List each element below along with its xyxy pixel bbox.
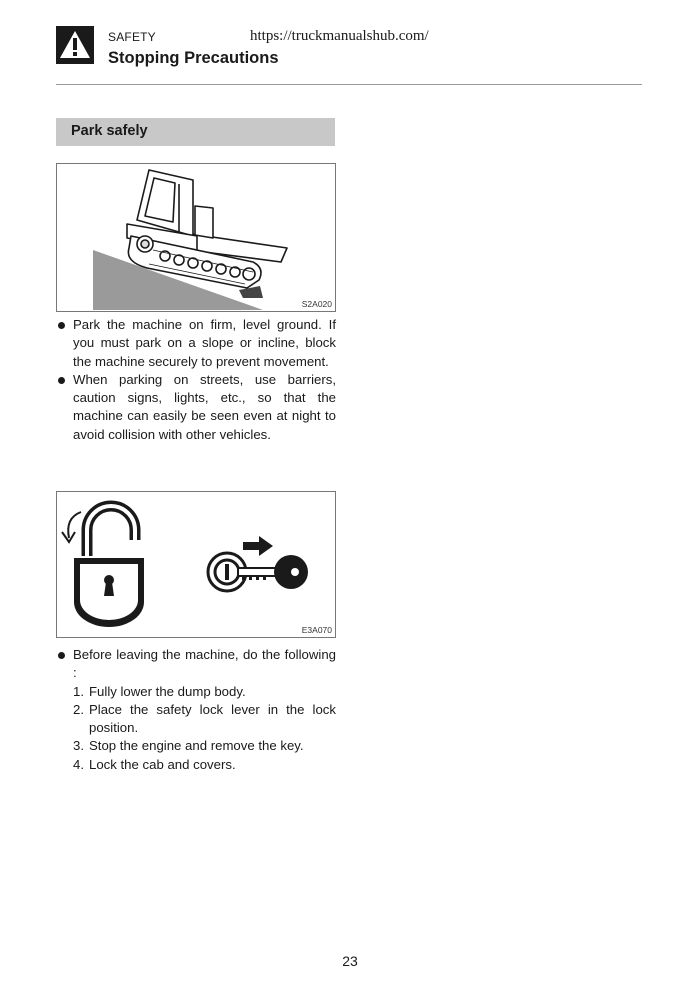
rotate-arrow-icon: [62, 512, 81, 542]
step-number: 2.: [73, 701, 84, 717]
step-text: Lock the cab and covers.: [89, 756, 236, 772]
parked-machine-on-slope-figure: [56, 163, 336, 312]
page-title: Stopping Precautions: [108, 49, 279, 67]
park-safely-bullets: [56, 316, 336, 444]
bullet-item: Before leaving the machine, do the following :: [56, 646, 336, 683]
padlock-icon: [74, 506, 144, 627]
step-number: 3.: [73, 738, 84, 754]
step-text: Place the safety lock lever in the lock position.: [89, 701, 336, 736]
header-divider: [56, 84, 642, 85]
ignition-key-off-icon: [208, 536, 308, 591]
step-item: [73, 756, 336, 774]
site-url: https://truckmanualshub.com/: [250, 28, 429, 44]
step-item: [73, 683, 336, 701]
page-number: 23: [342, 953, 358, 969]
bullet-item: When parking on streets, use barriers, caution signs, lights, etc., so that the machine can easily be seen even at night to avoid collision with other vehicles.: [56, 371, 336, 444]
bullet-item: Park the machine on firm, level ground. If you must park on a slope or incline, block the machine securely to prevent movement.: [56, 316, 336, 371]
figure-code: E3A070: [301, 625, 332, 635]
step-item: [73, 701, 336, 738]
crawler-dumper-on-slope-illustration: [57, 164, 335, 311]
figure-code: S2A020: [301, 299, 332, 309]
step-item: [73, 737, 336, 755]
before-leaving-block: [56, 646, 336, 774]
steps-list: [56, 683, 336, 774]
step-number: 4.: [73, 756, 84, 772]
step-text: Fully lower the dump body.: [89, 683, 246, 699]
section-label: SAFETY: [108, 30, 156, 44]
park-safely-heading: [56, 118, 335, 146]
step-text: Stop the engine and remove the key.: [89, 738, 304, 754]
warning-triangle-icon: [56, 26, 94, 64]
park-safely-heading-text: Park safely: [71, 123, 148, 139]
step-number: 1.: [73, 683, 84, 699]
lock-and-key-figure: [56, 491, 336, 638]
